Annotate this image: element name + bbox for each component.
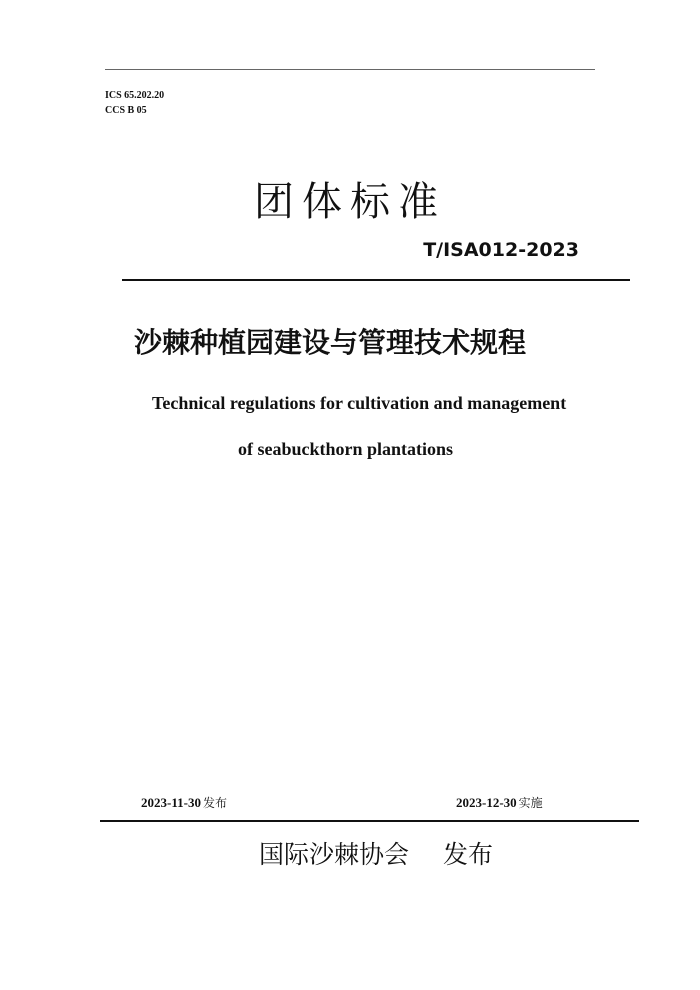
standard-kind-heading: 团体标准 (254, 179, 446, 225)
issue-date (141, 794, 227, 812)
implementation-date-label: 实施 (518, 796, 543, 810)
publisher-line (259, 838, 493, 872)
ccs-code: CCS B 05 (105, 105, 147, 116)
document-title-chinese: 沙棘种植园建设与管理技术规程 (134, 326, 527, 359)
document-title-english-line-2: of seabuckthorn plantations (238, 439, 454, 459)
top-divider (105, 69, 595, 70)
document-title-english-line-1: Technical regulations for cultivation and management (152, 393, 567, 413)
ics-code: ICS 65.202.20 (105, 90, 165, 101)
header-divider (122, 279, 630, 281)
standard-number: T/ISA012-2023 (423, 239, 579, 261)
implementation-date-value: 2023-12-30 (456, 795, 517, 810)
publish-action: 发布 (443, 840, 494, 869)
footer-divider (100, 820, 639, 822)
issue-date-value: 2023-11-30 (141, 795, 201, 810)
classification-codes (105, 88, 164, 118)
issue-date-label: 发布 (202, 796, 227, 810)
implementation-date (456, 794, 543, 812)
publisher-name: 国际沙棘协会 (259, 840, 410, 869)
